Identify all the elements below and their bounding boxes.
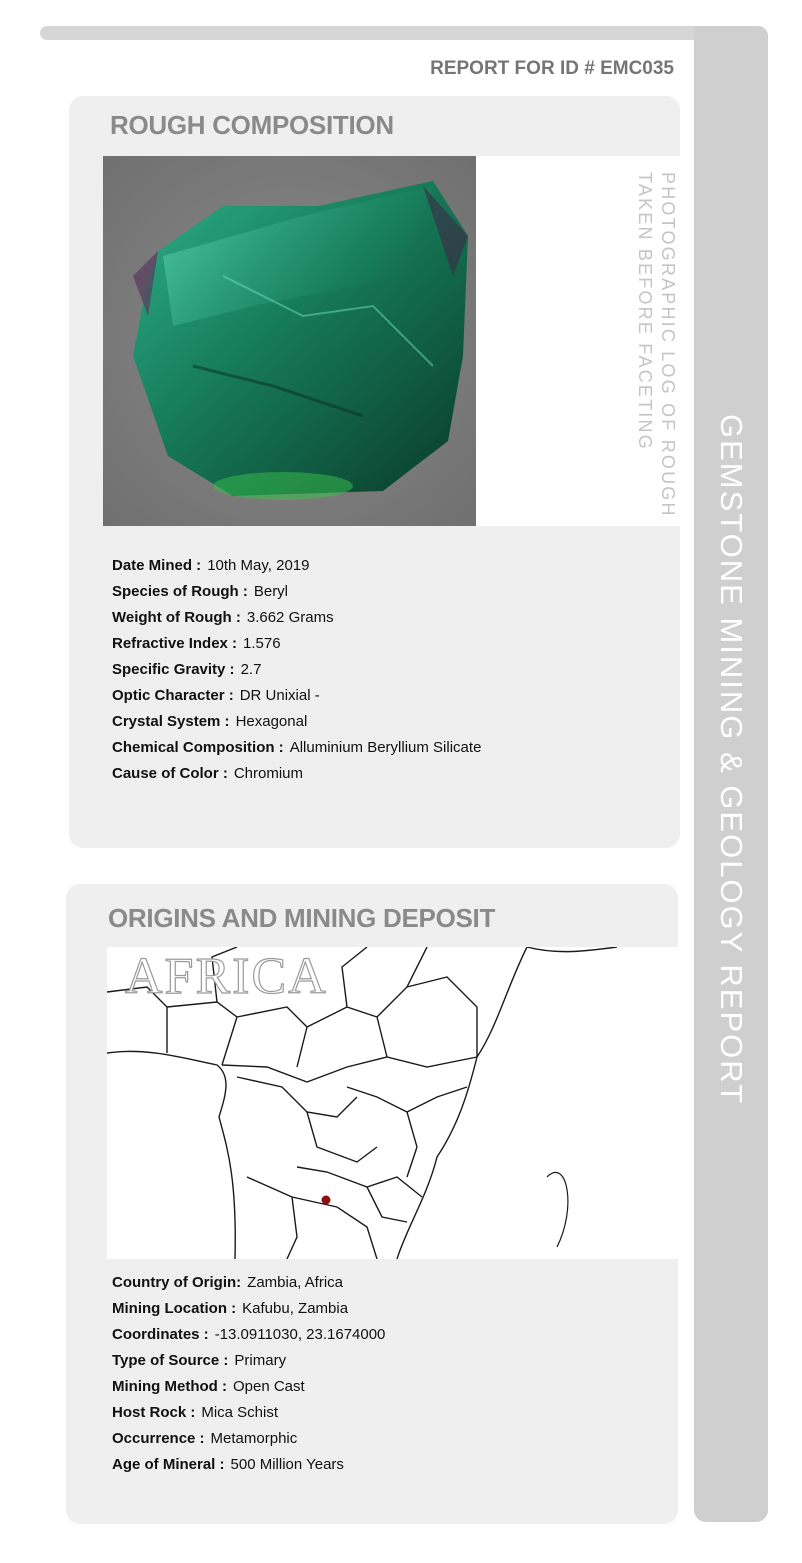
spec-value: Zambia, Africa [247,1274,344,1291]
spec-value: 3.662 Grams [246,609,334,626]
spec-label: Species of Rough : [112,583,248,600]
spec-species [112,579,481,605]
africa-map [107,947,678,1259]
spec-label: Mining Location : [112,1300,237,1317]
spec-date-mined [112,553,481,579]
rough-photo-frame [103,156,680,526]
spec-label: Age of Mineral : [112,1456,225,1473]
spec-label: Country of Origin: [112,1274,242,1291]
spec-value: Chromium [233,765,304,782]
spec-value: Alluminium Beryllium Silicate [289,739,482,756]
spec-label: Host Rock : [112,1404,196,1421]
map-label: AFRICA [125,948,328,1005]
spec-label: Refractive Index : [112,635,238,652]
spec-mining-location [112,1296,385,1322]
spec-value: 1.576 [243,635,281,652]
spec-type-of-source [112,1348,385,1374]
spec-cause-of-color [112,761,481,787]
spec-label: Crystal System : [112,713,230,730]
spec-refractive-index [112,631,481,657]
spec-weight [112,605,481,631]
spec-value: DR Unixial - [239,687,320,704]
spec-value: 2.7 [240,661,262,678]
spec-label: Cause of Color : [112,765,228,782]
mine-location-marker [322,1196,331,1205]
rough-gem-photo [103,156,476,526]
spec-label: Occurrence : [112,1430,205,1447]
spec-label: Chemical Composition : [112,739,284,756]
africa-map-frame [107,947,678,1259]
spec-label: Mining Method : [112,1378,227,1395]
coastline [107,1051,235,1259]
spec-value: Metamorphic [210,1430,298,1447]
spec-mining-method [112,1374,385,1400]
spec-value: Hexagonal [235,713,308,730]
photo-caption [633,172,679,518]
spec-age-of-mineral [112,1452,385,1478]
spec-occurrence [112,1426,385,1452]
spec-label: Date Mined : [112,557,202,574]
spec-label: Coordinates : [112,1326,209,1343]
spec-crystal-system [112,709,481,735]
report-id: REPORT FOR ID # EMC035 [430,58,674,79]
spec-value: Primary [234,1352,287,1369]
spec-coordinates [112,1322,385,1348]
spec-label: Specific Gravity : [112,661,235,678]
photo-caption-line2: TAKEN BEFORE FACETING [635,172,655,451]
side-banner-title: GEMSTONE MINING & GEOLOGY REPORT [714,414,749,1106]
spec-value: Kafubu, Zambia [242,1300,349,1317]
rough-composition-title: ROUGH COMPOSITION [110,110,394,140]
origins-title: ORIGINS AND MINING DEPOSIT [108,903,496,933]
spec-value: Beryl [253,583,289,600]
spec-chemical-composition [112,735,481,761]
spec-value: Open Cast [232,1378,305,1395]
origin-spec-list [112,1270,385,1478]
spec-country-of-origin [112,1270,385,1296]
spec-value: Mica Schist [201,1404,279,1421]
spec-label: Weight of Rough : [112,609,241,626]
header-bar [40,26,762,40]
spec-value: 500 Million Years [230,1456,344,1473]
spec-value: -13.0911030, 23.1674000 [214,1326,386,1343]
spec-value: 10th May, 2019 [207,557,310,574]
spec-label: Optic Character : [112,687,234,704]
spec-optic-character [112,683,481,709]
spec-specific-gravity [112,657,481,683]
photo-caption-line1: PHOTOGRAPHIC LOG OF ROUGH [658,172,678,518]
rough-spec-list [112,553,481,787]
spec-host-rock [112,1400,385,1426]
spec-label: Type of Source : [112,1352,229,1369]
